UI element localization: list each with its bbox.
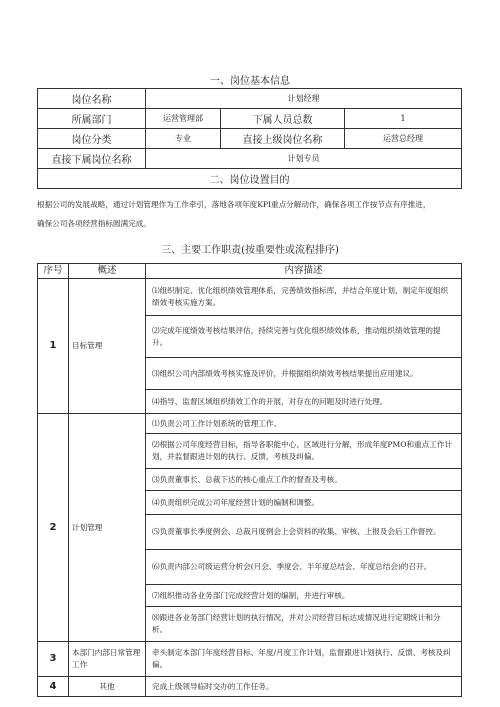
- duty-item: ⑶组织公司内部绩效考核实施及评价，并根据组织绩效考核结果提出应用建议。: [146, 358, 462, 390]
- section2-row: [38, 169, 462, 189]
- purpose-paragraph: [37, 195, 463, 233]
- duty-num: 4: [38, 677, 69, 697]
- duty-num: 2: [38, 414, 69, 642]
- duty-item: ⑻跟进各业务部门经营计划的执行情况，并对公司经营目标达成情况进行定期统计和分析。: [146, 607, 462, 642]
- duty-item: ⑸负责董事长季度例会、总裁月度例会上会资料的收集、审核、上报及会后工作督控。: [146, 515, 462, 550]
- duty-item: ⑷负责组织完成公司年度经营计划的编制和调整。: [146, 491, 462, 515]
- duty-item: ⑴负责公司工作计划系统的管理工作。: [146, 414, 462, 434]
- subordinates-value: 1: [345, 109, 462, 129]
- basic-info-row: [38, 129, 462, 149]
- department-value: 运营管理部: [146, 109, 221, 129]
- department-label: 所属部门: [38, 109, 146, 129]
- duty-row: [38, 414, 462, 434]
- section3-title: 三、主要工作职责(按重要性或流程排序): [161, 245, 339, 256]
- section1-title: 一、岗位基本信息: [210, 76, 290, 87]
- duties-table: [37, 263, 462, 697]
- header-content: 内容描述: [146, 264, 462, 279]
- subordinates-label: 下属人员总数: [221, 109, 345, 129]
- purpose-line: 根据公司的发展战略，通过计划管理作为工作牵引，落地各项年度KPI重点分解动作，确保各项工作按节点有序推进，: [37, 200, 431, 209]
- duty-item: ⑵根据公司年度经营目标，指导各职能中心、区域进行分解，形成年度PMO和重点工作计划，并监督跟进计划的执行、反馈、考核及纠偏。: [146, 434, 462, 469]
- basic-info-row: [38, 89, 462, 109]
- position-name-value: 计划经理: [146, 89, 462, 109]
- duty-summary: 计划管理: [69, 414, 146, 642]
- section2-title: 二、岗位设置目的: [38, 169, 462, 189]
- basic-info-row: [38, 149, 462, 169]
- duty-item: ⑷指导、监督区域组织绩效工作的开展，对存在的问题及时进行处理。: [146, 390, 462, 414]
- category-label: 岗位分类: [38, 129, 146, 149]
- duty-num: 1: [38, 279, 69, 414]
- duty-summary: 目标管理: [69, 279, 146, 414]
- purpose-line: 确保公司各项经营指标圆满完成。: [37, 219, 151, 228]
- duty-row: [38, 677, 462, 697]
- sub-position-label: 直接下属岗位名称: [38, 149, 146, 169]
- header-summary: 概述: [69, 264, 146, 279]
- basic-info-table: [37, 88, 462, 189]
- duty-row: [38, 279, 462, 316]
- duty-item: ⑹负责内部公司级运营分析会(月会、季度会、半年度总结会、年度总结会)的召开。: [146, 550, 462, 585]
- position-name-label: 岗位名称: [38, 89, 146, 109]
- duty-num: 3: [38, 642, 69, 677]
- duty-item: ⑵完成年度绩效考核结果评估，持续完善与优化组织绩效体系，推动组织绩效管理的提升。: [146, 316, 462, 358]
- duty-summary: 本部门内部日常管理工作: [69, 642, 146, 677]
- header-num: 序号: [38, 264, 69, 279]
- duty-summary: 其他: [69, 677, 146, 697]
- superior-value: 运营总经理: [345, 129, 462, 149]
- duty-item: ⑺组织推动各业务部门完成经营计划的编制，并进行审核。: [146, 585, 462, 607]
- superior-label: 直接上级岗位名称: [221, 129, 345, 149]
- duty-item: ⑶负责董事长、总裁下达的核心重点工作的督查及考核。: [146, 469, 462, 491]
- duty-item: 完成上级领导临时交办的工作任务。: [146, 677, 462, 697]
- sub-position-value: 计划专员: [146, 149, 462, 169]
- duties-header-row: [38, 264, 462, 279]
- duty-row: [38, 642, 462, 677]
- basic-info-row: [38, 109, 462, 129]
- category-value: 专业: [146, 129, 221, 149]
- duty-item: 牵头制定本部门年度经营目标、年度/月度工作计划，监督跟进计划执行、反馈、考核及纠偏。: [146, 642, 462, 677]
- duty-item: ⑴组织制定、优化组织绩效管理体系，完善绩效指标库，并结合年度计划，制定年度组织绩效考核实施方案。: [146, 279, 462, 316]
